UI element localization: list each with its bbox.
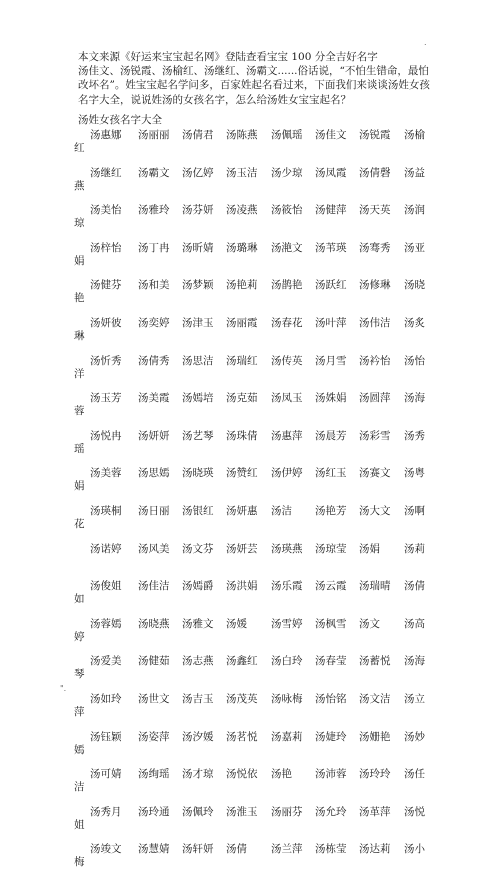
name-cell: 汤艳	[271, 768, 292, 781]
name-cell: 汤丽丽	[138, 129, 170, 141]
name-cell: 汤雅文	[182, 617, 214, 630]
name-wrap-char: 瑶	[74, 442, 85, 455]
name-cell: 汤姗艳	[359, 730, 391, 743]
name-cell: 汤妙	[404, 730, 425, 743]
name-cell: 汤秀月	[90, 805, 122, 818]
name-cell: 汤倩	[404, 580, 425, 593]
name-cell: 汤达莉	[359, 843, 391, 856]
name-cell: 汤嫣爵	[182, 580, 214, 593]
name-wrap-char: 琳	[74, 329, 85, 342]
name-cell: 汤凤霞	[315, 166, 347, 179]
name-cell: 汤才琼	[182, 768, 214, 781]
name-cell: 汤栋莹	[315, 843, 347, 856]
name-cell: 汤惠娜	[90, 129, 122, 141]
name-cell: 汤惠萍	[271, 429, 303, 442]
name-cell: 汤佳洁	[138, 580, 170, 593]
name-cell: 汤文洁	[359, 692, 391, 705]
name-cell: 汤思嫣	[138, 467, 170, 480]
name-cell: 汤倩君	[182, 129, 214, 141]
name-cell: 汤竣文	[90, 843, 122, 856]
name-cell: 汤修琳	[359, 279, 391, 292]
name-cell: 汤文	[359, 617, 380, 630]
name-cell: 汤榆	[404, 129, 425, 141]
name-cell: 汤晓燕	[138, 617, 170, 630]
name-cell: 汤洁	[271, 504, 292, 517]
name-cell: 汤文芬	[182, 542, 214, 555]
name-cell: 汤怡铭	[315, 692, 347, 705]
name-cell: 汤丽霞	[226, 316, 258, 329]
name-cell: 汤嘉莉	[271, 730, 303, 743]
name-cell: 汤传英	[271, 354, 303, 367]
name-cell: 汤茂英	[226, 692, 258, 705]
name-cell: 汤海	[404, 392, 425, 405]
name-cell: 汤晨芳	[315, 429, 347, 442]
name-cell: 汤瑞晴	[359, 580, 391, 593]
name-cell: 汤嫣培	[182, 392, 214, 405]
name-row	[74, 578, 428, 616]
name-cell: 汤乐霞	[271, 580, 303, 593]
name-cell: 汤汐媛	[182, 730, 214, 743]
name-cell: 汤佳文	[315, 129, 347, 141]
name-cell: 汤益	[404, 166, 425, 179]
name-cell: 汤艺琴	[182, 429, 214, 442]
name-cell: 汤蓉嫣	[90, 617, 122, 630]
name-cell: 汤风美	[138, 542, 170, 555]
name-cell: 汤海	[404, 655, 425, 668]
name-cell: 汤天英	[359, 204, 391, 217]
name-cell: 汤丽芬	[271, 805, 303, 818]
name-cell: 汤佩玲	[182, 805, 214, 818]
name-cell: 汤跃红	[315, 279, 347, 292]
name-wrap-char: 婷	[74, 630, 85, 643]
name-grid	[74, 127, 428, 879]
name-cell: 汤琼莹	[315, 542, 347, 555]
name-cell: 汤少琼	[271, 166, 303, 179]
name-wrap-char: 姐	[74, 818, 85, 831]
name-cell: 汤茗悦	[226, 730, 258, 743]
name-cell: 汤思洁	[182, 354, 214, 367]
name-cell: 汤鹊艳	[271, 279, 303, 292]
name-cell: 汤亚	[404, 241, 425, 254]
name-wrap-char: 梅	[74, 856, 85, 869]
name-cell: 汤瑛桐	[90, 504, 122, 517]
name-cell: 汤玲通	[138, 805, 170, 818]
name-wrap-char: 洁	[74, 781, 85, 794]
name-cell: 汤珠倩	[226, 429, 258, 442]
name-cell: 汤玲玲	[359, 768, 391, 781]
name-cell: 汤蓄悦	[359, 655, 391, 668]
name-cell: 汤啊	[404, 504, 425, 517]
name-cell: 汤姿萍	[138, 730, 170, 743]
name-cell: 汤妍妍	[138, 429, 170, 442]
name-cell: 汤梦颖	[182, 279, 214, 292]
name-cell: 汤和美	[138, 279, 170, 292]
name-cell: 汤革萍	[359, 805, 391, 818]
name-cell: 汤叶萍	[315, 316, 347, 329]
section-title: 汤姓女孩名字大全	[78, 114, 162, 126]
name-cell: 汤月雪	[315, 354, 347, 367]
name-cell: 汤筱怡	[271, 204, 303, 217]
name-cell: 汤瑛燕	[271, 542, 303, 555]
name-cell: 汤奕婷	[138, 316, 170, 329]
name-row	[74, 277, 428, 315]
name-cell: 汤炙	[404, 316, 425, 329]
name-cell: 汤霸文	[138, 166, 170, 179]
page-mark-bottom: ".	[60, 684, 67, 693]
name-row	[74, 503, 428, 541]
name-cell: 汤健芬	[90, 279, 122, 292]
name-cell: 汤赛文	[359, 467, 391, 480]
name-cell: 汤彩雪	[359, 429, 391, 442]
name-cell: 汤娟	[359, 542, 380, 555]
name-cell: 汤美怡	[90, 204, 122, 217]
name-cell: 汤瑞红	[226, 354, 258, 367]
name-cell: 汤允玲	[315, 805, 347, 818]
name-cell: 汤婕玲	[315, 730, 347, 743]
name-cell: 汤滟文	[271, 241, 303, 254]
name-cell: 汤佩瑶	[271, 129, 303, 141]
name-cell: 汤绚瑶	[138, 768, 170, 781]
name-cell: 汤春花	[271, 316, 303, 329]
name-cell: 汤雪婷	[271, 617, 303, 630]
name-wrap-char: 花	[74, 517, 85, 530]
name-cell: 汤润	[404, 204, 425, 217]
name-cell: 汤玉洁	[226, 166, 258, 179]
name-cell: 汤雅玲	[138, 204, 170, 217]
name-row	[74, 616, 428, 654]
name-row	[74, 653, 428, 691]
name-cell: 汤陈燕	[226, 129, 258, 141]
name-cell: 汤高	[404, 617, 425, 630]
name-cell: 汤继红	[90, 166, 122, 179]
name-cell: 汤昕婧	[182, 241, 214, 254]
name-cell: 汤沛蓉	[315, 768, 347, 781]
name-cell: 汤骞秀	[359, 241, 391, 254]
name-row	[74, 353, 428, 391]
name-cell: 汤立	[404, 692, 425, 705]
name-cell: 汤可婧	[90, 768, 122, 781]
name-row	[74, 729, 428, 767]
name-cell: 汤倩磬	[359, 166, 391, 179]
name-cell: 汤艳芳	[315, 504, 347, 517]
name-cell: 汤任	[404, 768, 425, 781]
name-cell: 汤艳莉	[226, 279, 258, 292]
name-cell: 汤钰颖	[90, 730, 122, 743]
name-cell: 汤健茹	[138, 655, 170, 668]
name-cell: 汤璐琳	[226, 241, 258, 254]
name-cell: 汤咏梅	[271, 692, 303, 705]
name-row	[74, 127, 428, 165]
name-cell: 汤赞红	[226, 467, 258, 480]
name-cell: 汤俊姐	[90, 580, 122, 593]
name-cell: 汤大文	[359, 504, 391, 517]
name-cell: 汤克茹	[226, 392, 258, 405]
name-row	[74, 766, 428, 804]
name-cell: 汤妍惠	[226, 504, 258, 517]
name-cell: 汤伟洁	[359, 316, 391, 329]
name-cell: 汤粤	[404, 467, 425, 480]
name-wrap-char: 娟	[74, 254, 85, 267]
name-wrap-char: 琴	[74, 668, 85, 681]
page-mark-top: .	[424, 38, 427, 47]
name-row	[74, 691, 428, 729]
name-row	[74, 465, 428, 503]
name-cell: 汤淮玉	[226, 805, 258, 818]
name-row	[74, 390, 428, 428]
name-cell: 汤晓瑛	[182, 467, 214, 480]
name-wrap-char: 蓉	[74, 405, 85, 418]
name-cell: 汤悦冉	[90, 429, 122, 442]
name-cell: 汤姝娟	[315, 392, 347, 405]
name-row	[74, 428, 428, 466]
source-line: 本文来源《好运来宝宝起名网》登陆查看宝宝 100 分全吉好名字	[78, 51, 378, 63]
name-cell: 汤媛	[226, 617, 247, 630]
name-cell: 汤伊婷	[271, 467, 303, 480]
name-cell: 汤如玲	[90, 692, 122, 705]
name-cell: 汤世文	[138, 692, 170, 705]
name-cell: 汤洪娟	[226, 580, 258, 593]
name-wrap-char: 如	[74, 593, 85, 606]
name-cell: 汤鑫红	[226, 655, 258, 668]
name-cell: 汤志燕	[182, 655, 214, 668]
name-cell: 汤芬妍	[182, 204, 214, 217]
name-cell: 汤莉	[404, 542, 425, 555]
name-wrap-char: 娟	[74, 480, 85, 493]
name-cell: 汤美霞	[138, 392, 170, 405]
name-cell: 汤亿婷	[182, 166, 214, 179]
name-cell: 汤圆萍	[359, 392, 391, 405]
name-row	[74, 841, 428, 879]
name-row	[74, 804, 428, 842]
name-cell: 汤晓	[404, 279, 425, 292]
name-cell: 汤怡	[404, 354, 425, 367]
name-cell: 汤倩	[226, 843, 247, 856]
name-row	[74, 165, 428, 203]
name-cell: 汤凌燕	[226, 204, 258, 217]
name-row	[78, 541, 428, 579]
name-wrap-char: 燕	[74, 179, 85, 192]
name-wrap-char: 萍	[74, 705, 85, 718]
name-cell: 汤诺婷	[90, 542, 122, 555]
name-cell: 汤吉玉	[182, 692, 214, 705]
name-cell: 汤兰萍	[271, 843, 303, 856]
name-cell: 汤轩妍	[182, 843, 214, 856]
name-cell: 汤倩秀	[138, 354, 170, 367]
name-cell: 汤日丽	[138, 504, 170, 517]
name-cell: 汤玉芳	[90, 392, 122, 405]
name-cell: 汤慧婧	[138, 843, 170, 856]
name-row	[74, 202, 428, 240]
name-cell: 汤健萍	[315, 204, 347, 217]
intro-paragraph: 汤佳文、汤锐霞、汤榆红、汤继红、汤霸文......俗话说，“不怕生错命，最怕改坏名”。姓宝宝起名学问多，百家姓起名看过来，下面我们来谈谈汤姓女孩名字大全，说说姓汤的女孩名字，怎么给汤姓女宝宝起名？	[78, 65, 430, 106]
name-cell: 汤云霞	[315, 580, 347, 593]
name-cell: 汤津玉	[182, 316, 214, 329]
name-cell: 汤红玉	[315, 467, 347, 480]
name-cell: 汤美蓉	[90, 467, 122, 480]
name-wrap-char: 嫣	[74, 743, 85, 756]
name-cell: 汤锐霞	[359, 129, 391, 141]
name-cell: 汤枫雪	[315, 617, 347, 630]
name-wrap-char: 红	[74, 142, 85, 154]
name-cell: 汤春莹	[315, 655, 347, 668]
name-wrap-char: 艳	[74, 292, 85, 305]
name-cell: 汤苇瑛	[315, 241, 347, 254]
name-cell: 汤悦	[404, 805, 425, 818]
name-wrap-char: 洋	[74, 367, 85, 380]
name-cell: 汤忻秀	[90, 354, 122, 367]
name-cell: 汤小	[404, 843, 425, 856]
name-cell: 汤秀	[404, 429, 425, 442]
name-cell: 汤丁冉	[138, 241, 170, 254]
name-cell: 汤梓怡	[90, 241, 122, 254]
name-row	[74, 315, 428, 353]
intro-block	[78, 50, 438, 107]
name-cell: 汤妍彼	[90, 316, 122, 329]
name-cell: 汤妍芸	[226, 542, 258, 555]
name-cell: 汤衿怡	[359, 354, 391, 367]
name-cell: 汤凤玉	[271, 392, 303, 405]
name-cell: 汤白玲	[271, 655, 303, 668]
name-cell: 汤银红	[182, 504, 214, 517]
name-wrap-char: 琼	[74, 217, 85, 230]
name-row	[74, 240, 428, 278]
name-cell: 汤悦依	[226, 768, 258, 781]
name-cell: 汤爱美	[90, 655, 122, 668]
